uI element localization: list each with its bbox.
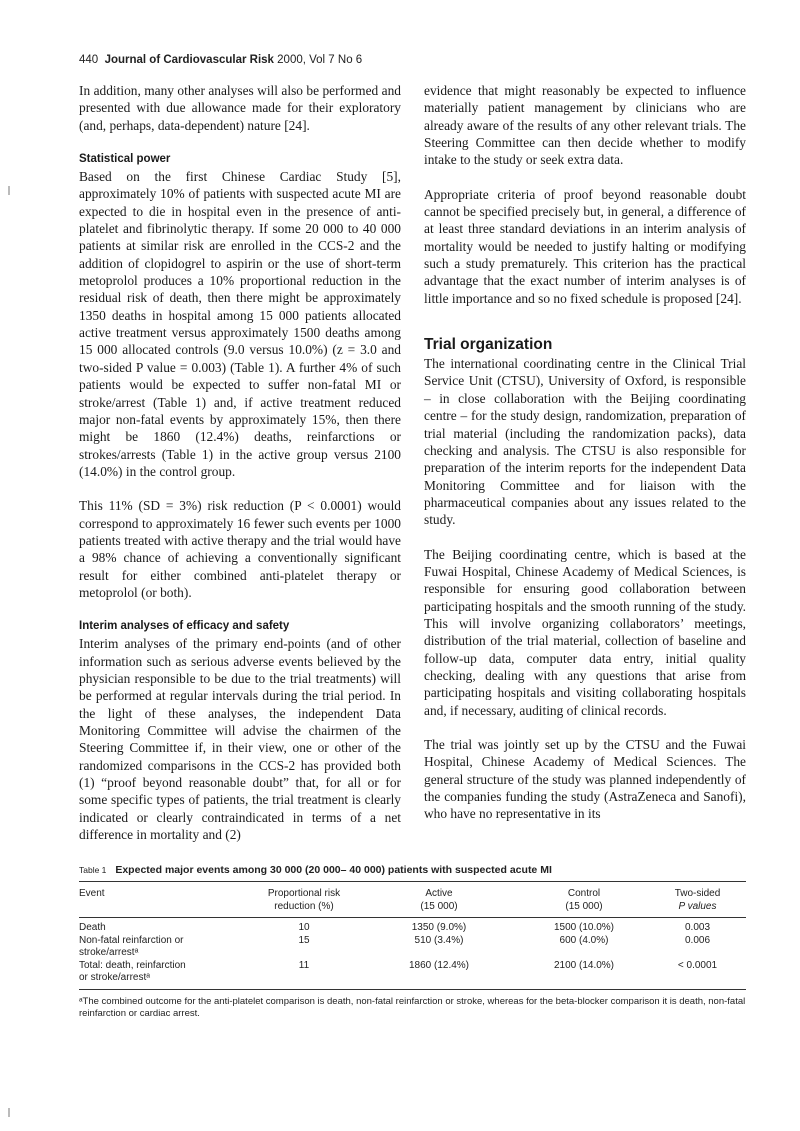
trial-organization-paragraph-2: The Beijing coordinating centre, which is based at the Fuwai Hospital, Chinese Academy of Medical Sciences, is responsible for ensuring good collaboration between participating hospitals and the smooth running of the study. This will involve organizing collaborators’ meetings, distribution of the trial material, collection of baseline and follow-up data, computer data entry, initial quality checking, dealing with any questions that arise from participating hospitals and visiting collaborating hospitals and, if necessary, auditing of clinical records.: [424, 546, 746, 718]
header-active: [359, 882, 519, 918]
cell-active: 510 (3.4%): [414, 934, 464, 946]
table-row: [79, 918, 746, 935]
header-reduction-line1: Proportional risk: [267, 888, 341, 899]
cell-control: 2100 (14.0%): [519, 960, 649, 990]
cell-reduction: 15: [298, 934, 310, 946]
cell-p-value: 0.006: [684, 934, 711, 946]
header-control: [519, 882, 649, 918]
right-column: [424, 82, 746, 823]
table-caption: [79, 863, 746, 877]
cell-event: [79, 918, 249, 935]
intro-paragraph: In addition, many other analyses will also be performed and presented with due allowance made for their exploratory (and, perhaps, data-dependent) nature [24].: [79, 83, 401, 133]
interim-analyses-paragraph: Interim analyses of the primary end-points (and of other information such as serious adverse events believed by the physician responsible to be due to the trial treatments) will be performed at regular intervals during the trial period. In the light of these analyses, the independent Data Monitoring Committee will advise the chairmen of the Steering Committee if, in their view, one or other of the randomized comparisons in the CCS-2 has provided both (1) “proof beyond reasonable doubt” that, for all or for some specific types of patients, the trial treatment is clearly indicated or clearly contraindicated in terms of a net difference in mortality and (2): [79, 636, 401, 843]
header-p-line2: P values: [678, 900, 717, 912]
cell-active: 1350 (9.0%): [411, 922, 467, 933]
margin-mark: [8, 1108, 10, 1117]
header-p-line1: Two-sided: [674, 888, 721, 899]
cell-control: 1500 (10.0%): [553, 922, 615, 933]
table-label: Table 1: [79, 865, 107, 875]
table-header-row: [79, 882, 746, 918]
header-control-line2: (15 000): [565, 900, 603, 912]
cell-control: 600 (4.0%): [559, 934, 609, 946]
cell-event: [79, 960, 249, 990]
statistical-power-heading: Statistical power: [79, 153, 171, 166]
table-row: [79, 935, 746, 960]
journal-citation: 2000, Vol 7 No 6: [277, 54, 363, 66]
trial-organization-paragraph-1: The international coordinating centre in the Clinical Trial Service Unit (CTSU), University of Oxford, is responsible – in close collaboration with the Beijing coordinating centre – for the study design, randomization, preparation of trial material (including the randomization packs), data checking and analysis. The CTSU is also responsible for preparation of the interim reports for the independent Data Monitoring Committee and for liaison with the pharmaceutical companies about any issues related to the study.: [424, 356, 746, 528]
interim-analyses-heading: Interim analyses of efficacy and safety: [79, 620, 290, 633]
trial-organization-paragraph-3: The trial was jointly set up by the CTSU and the Fuwai Hospital, Chinese Academy of Medical Sciences. The general structure of the study was planned independently of the companies funding the study (AstraZeneca and Sanofi), who have no representative in its: [424, 737, 746, 822]
table-footnote: ᵃThe combined outcome for the anti-platelet comparison is death, non-fatal reinfarction or stroke, whereas for the beta-blocker comparison it is death, non-fatal reinfarction or cardiac arrest.: [79, 995, 746, 1019]
cell-active: 1860 (12.4%): [359, 960, 519, 990]
header-reduction-line2: reduction (%): [274, 900, 334, 912]
page-number: 440: [79, 54, 99, 66]
cell-p-value: < 0.0001: [649, 960, 746, 990]
cell-reduction: 10: [298, 922, 310, 933]
table-row: [79, 960, 746, 990]
criteria-paragraph: Appropriate criteria of proof beyond reasonable doubt cannot be specified precisely but, in general, a difference of at least three standard deviations in an interim analysis of mortality would be needed to justify halting or modifying such a study prematurely. This criterion has the practical advantage that the exact number of interim analyses is of little importance and so no fixed schedule is proposed [24].: [424, 186, 746, 306]
header-active-line1: Active: [425, 888, 453, 899]
cell-event-line2: stroke/arrestᵃ: [79, 947, 139, 958]
header-control-line1: Control: [567, 888, 601, 899]
cell-event-line1: Total: death, reinfarction: [79, 959, 186, 971]
cell-p-value: 0.003: [684, 922, 711, 933]
statistical-power-paragraph-1: Based on the first Chinese Cardiac Study [5], approximately 10% of patients with suspected acute MI are expected to die in hospital even in the presence of anti-platelet and fibrinolytic therapy. If some 20 000 to 40 000 patients at similar risk are enrolled in the CCS-2 and the addition of clopidogrel to aspirin or the use of short-term metoprolol produces a 10% proportional reduction in the residual risk of death, then there might be approximately 1350 deaths in hospital among 15 000 patients allocated active treatment versus approximately 1500 deaths among 15 000 allocated controls (9.0 versus 10.0%) (z = 3.0 and two-sided P value = 0.003) (Table 1). A further 4% of such patients would be expected to suffer non-fatal MI or stroke/arrest (Table 1) and, if active treatment reduced major non-fatal events by approximately 15%, then there might be 1860 (12.4%) deaths, reinfarctions or strokes/arrests (Table 1) in the active group versus 2100 (14.0%) in the control group.: [79, 169, 401, 479]
header-active-line2: (15 000): [420, 900, 458, 912]
table-title: Expected major events among 30 000 (20 000– 40 000) patients with suspected acute MI: [115, 864, 552, 876]
cell-event-line1: Non-fatal reinfarction or: [79, 934, 184, 946]
margin-mark: [8, 186, 10, 195]
cell-event-line2: or stroke/arrestᵃ: [79, 972, 150, 983]
header-p-values: [649, 882, 746, 918]
running-head: [79, 54, 362, 66]
cell-event-line1: Death: [79, 922, 106, 933]
header-reduction: [249, 882, 359, 918]
journal-name: Journal of Cardiovascular Risk: [104, 54, 274, 66]
table-1: [79, 863, 746, 1021]
header-event-label: Event: [79, 888, 105, 899]
left-column: [79, 82, 401, 843]
statistical-power-paragraph-2: This 11% (SD = 3%) risk reduction (P < 0.0001) would correspond to approximately 16 fewer such events per 1000 patients treated with active therapy and the trial would have a 98% chance of achieving a conventionally significant result for either combined anti-platelet therapy or metoprolol (or both).: [79, 498, 401, 600]
header-event: [79, 882, 249, 918]
cell-event: [79, 935, 249, 960]
continued-paragraph: evidence that might reasonably be expected to influence materially patient management by clinicians who are already aware of the results of any other relevant trials. The Steering Committee can then decide whether to modify intake to the study or seek extra data.: [424, 83, 746, 168]
trial-organization-heading: Trial organization: [424, 336, 553, 354]
table-data: [79, 881, 746, 990]
cell-reduction: 11: [249, 960, 359, 990]
